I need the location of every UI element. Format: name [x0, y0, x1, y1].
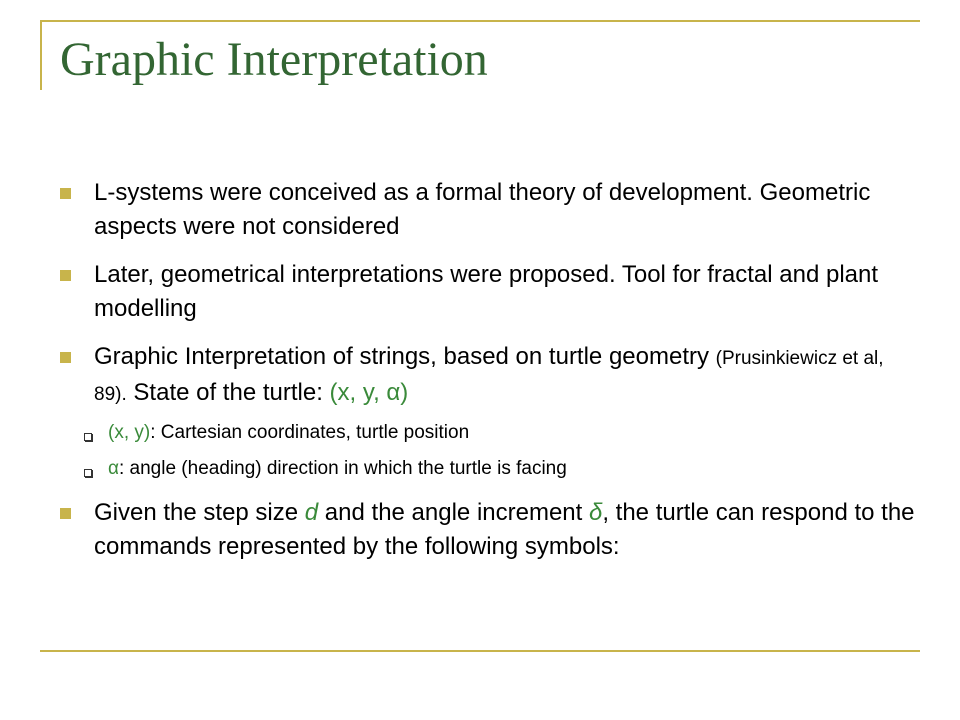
- sub-bullet-position: [60, 418, 920, 448]
- bullet-text-part: and the angle increment: [318, 499, 589, 526]
- angle-increment-variable: δ: [588, 499, 603, 526]
- bottom-divider: [40, 650, 920, 652]
- slide-title: Graphic Interpretation: [60, 33, 488, 86]
- bullet-text-part: Graphic Interpretation of strings, based on turtle geometry: [94, 343, 716, 370]
- citation: (Prusinkiewicz et al, 89).: [94, 348, 884, 405]
- bullet-text: Later, geometrical interpretations were proposed. Tool for fractal and plant modelling: [94, 261, 879, 322]
- bullet-text-part: State of the turtle:: [126, 379, 330, 406]
- square-bullet-icon: [60, 508, 71, 519]
- bullet-turtle-commands: [60, 496, 920, 564]
- turtle-state: (x, y, α): [329, 379, 409, 406]
- hollow-square-bullet-icon: [84, 469, 92, 477]
- top-divider: [40, 20, 920, 22]
- bullet-formal-theory: [60, 176, 920, 244]
- sub-bullet-text: [108, 454, 567, 484]
- bullet-text: [94, 496, 920, 564]
- sub-bullet-text: [108, 418, 469, 448]
- sub-bullet-rest: : Cartesian coordinates, turtle position: [150, 422, 470, 443]
- square-bullet-icon: [60, 188, 71, 199]
- sub-bullet-lead: α: [108, 458, 119, 479]
- hollow-square-bullet-icon: [84, 433, 92, 441]
- bullet-text: L-systems were conceived as a formal theory of development. Geometric aspects were not considered: [94, 179, 871, 240]
- bullet-turtle-geometry: [60, 340, 920, 412]
- slide-body: [60, 176, 920, 578]
- bullet-geometric-interpretations: [60, 258, 920, 326]
- bullet-text: [94, 340, 920, 412]
- square-bullet-icon: [60, 352, 71, 363]
- sub-list-turtle-state: [60, 418, 920, 484]
- bullet-text-part: Given the step size: [94, 499, 305, 526]
- sub-bullet-heading: [60, 454, 920, 484]
- left-divider: [40, 20, 42, 90]
- square-bullet-icon: [60, 270, 71, 281]
- step-size-variable: d: [304, 499, 319, 526]
- bullet-text-part: , the turtle can respond to the commands represented by the following symbols:: [94, 499, 915, 560]
- sub-bullet-lead: (x, y): [108, 422, 151, 443]
- sub-bullet-rest: : angle (heading) direction in which the turtle is facing: [118, 458, 567, 479]
